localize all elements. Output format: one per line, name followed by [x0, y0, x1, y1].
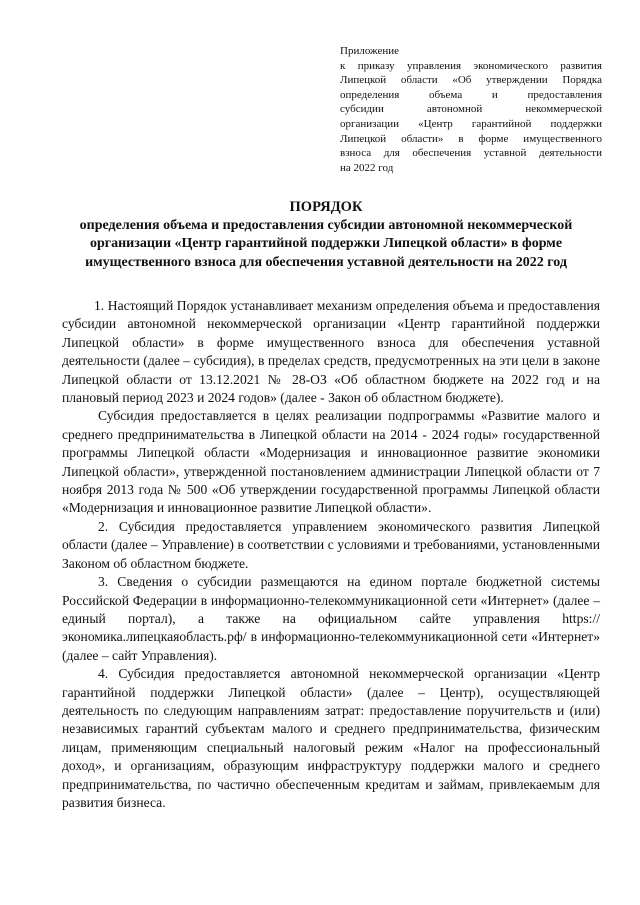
document-body: [62, 297, 600, 812]
title-heading: ПОРЯДОК: [289, 199, 363, 215]
paragraph-4: 4. Субсидия предоставляется автономной некоммерческой организации «Центр гарантийной поддержки Липецкой области» (далее – Центр), осуществляющей деятельность по следующим направлениям затрат: предоставление поручительств и (или) независимых гарантий субъектам малого и среднего предпринимательства, физическим лицам, применяющим специальный налоговый режим «Налог на профессиональный доход», и организациям, образующим инфраструктуру поддержки малого и среднего предпринимательства, по частично обеспеченным кредитам и займам, привлекаемым для развития бизнеса.: [62, 666, 600, 810]
appendix-line: Липецкой области «Об утверждении Порядка: [340, 74, 602, 87]
paragraph-2: 2. Субсидия предоставляется управлением экономического развития Липецкой области (далее – Управление) в соответствии с условиями и требованиями, установленными Законом об областном бюджете.: [62, 518, 600, 571]
paragraph-3: 3. Сведения о субсидии размещаются на едином портале бюджетной системы Российской Федерации в информационно-телекоммуникационной сети «Интернет» (далее – единый портал), а также на официальном сайте управления https://экономика.липецкаяобласть.рф/ в информационно-телекоммуникационной сети «Интернет» (далее – сайт Управления).: [62, 574, 600, 663]
appendix-line: взноса для обеспечения уставной деятельности: [340, 147, 602, 160]
appendix-line: определения объема и предоставления: [340, 88, 602, 101]
paragraph-1: 1. Настоящий Порядок устанавливает механизм определения объема и предоставления субсидии автономной некоммерческой организации «Центр гарантийной поддержки Липецкой области» в форме имущественного взноса для обеспечения уставной деятельности (далее – субсидия), в пределах средств, предусмотренных на эти цели в законе Липецкой области от 13.12.2021 № 28-ОЗ «Об областном бюджете на 2022 год и на плановый период 2023 и 2024 годов» (далее - Закон об областном бюджете).: [62, 298, 600, 406]
appendix-line: организации «Центр гарантийной поддержки: [340, 117, 602, 130]
appendix-line: субсидии автономной некоммерческой: [340, 103, 602, 116]
title-subtitle: определения объема и предоставления субсидии автономной некоммерческой организации «Центр гарантийной поддержки Липецкой области» в форме имущественного взноса для обеспечения уставной деятельности на 2022 год: [79, 217, 573, 270]
appendix-line: к приказу управления экономического развития: [340, 59, 602, 72]
document-title: [40, 198, 612, 272]
appendix-heading: Приложение: [340, 45, 400, 57]
appendix-block: [340, 44, 602, 175]
appendix-line: на 2022 год: [340, 161, 394, 174]
appendix-line: Липецкой области» в форме имущественного: [340, 132, 602, 145]
paragraph-purpose: Субсидия предоставляется в целях реализации подпрограммы «Развитие малого и среднего предпринимательства в Липецкой области на 2014 - 2024 годы» государственной программы Липецкой области «Модернизация и инновационное развитие экономики Липецкой области», утвержденной постановлением администрации Липецкой области от 7 ноября 2013 года № 500 «Об утверждении государственной программы Липецкой области «Модернизация и инновационное развитие Липецкой области».: [62, 408, 600, 516]
